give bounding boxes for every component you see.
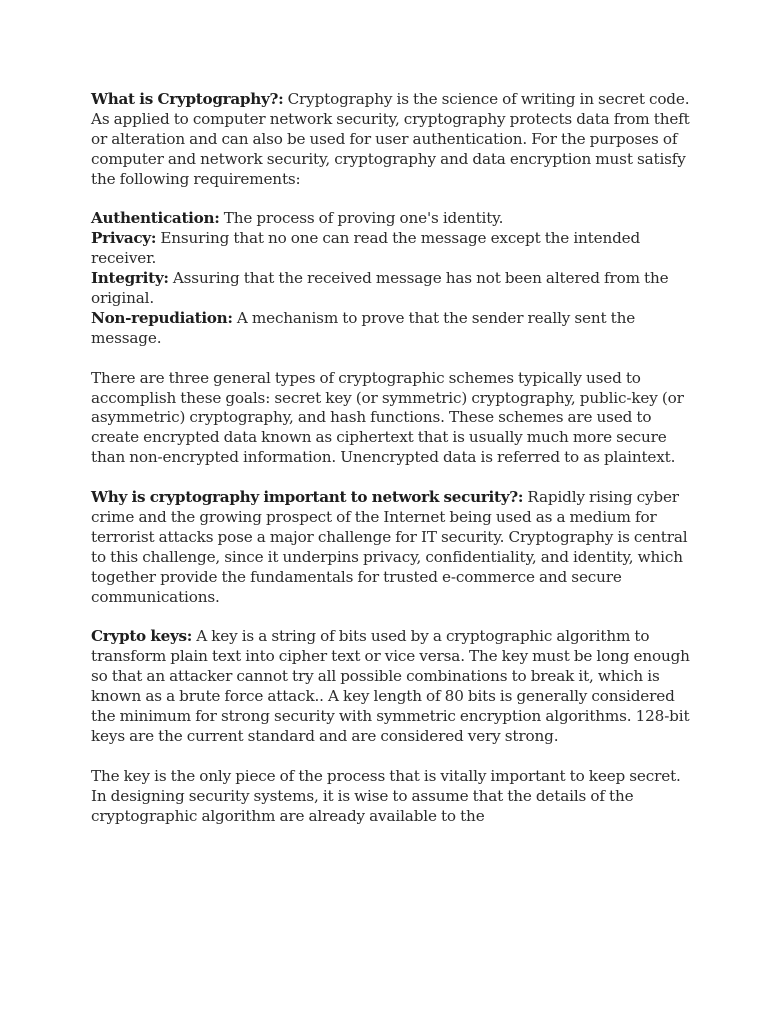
intro-paragraph (91, 90, 691, 190)
requirement-text: A mechanism to prove that the sender really sent the message. (91, 308, 636, 347)
requirement-privacy (91, 229, 691, 269)
importance-paragraph (91, 488, 691, 607)
keys-text: A key is a string of bits used by a cryptographic algorithm to transform plain text into cipher text or vice versa. The key must be long enough so that an attacker cannot try all possible combinations to break it, which is known as a brute force attack.. A key length of 80 bits is generally considered the minimum for strong security with symmetric encryption algorithms. 128-bit keys are the current standard and are considered very strong. (91, 627, 690, 745)
requirements-list (91, 209, 691, 348)
requirement-authentication (91, 209, 691, 229)
intro-text: Cryptography is the science of writing in secret code. As applied to computer network security, cryptography protects data from theft or alteration and can also be used for user authentication. For the purposes of computer and network security, cryptography and data encryption must satisfy the following requirements: (91, 90, 690, 188)
requirement-term: Integrity: (91, 269, 169, 288)
requirement-non-repudiation (91, 309, 691, 349)
requirement-integrity (91, 269, 691, 309)
requirement-text: Ensuring that no one can read the message except the intended receiver. (91, 229, 641, 268)
intro-term: What is Cryptography?: (91, 90, 284, 108)
schemes-paragraph: There are three general types of cryptographic schemes typically used to accomplish these goals: secret key (or symmetric) cryptography, public-key (or asymmetric) cryptography, and hash functions. These schemes are used to create encrypted data known as ciphertext that is usually much more secure than non-encrypted information. Unencrypted data is referred to as plaintext. (91, 368, 684, 467)
document-page (91, 90, 691, 846)
importance-text: Rapidly rising cyber crime and the growing prospect of the Internet being used as a medium for terrorist attacks pose a major challenge for IT security. Cryptography is central to this challenge, since it underpins privacy, confidentiality, and identity, which together provide the fundamentals for trusted e-commerce and secure communications. (91, 488, 688, 606)
requirement-text: Assuring that the received message has not been altered from the original. (91, 269, 669, 308)
keys-term: Crypto keys: (91, 627, 193, 646)
requirement-text: The process of proving one's identity. (219, 209, 504, 228)
keys-paragraph (91, 627, 691, 746)
importance-term: Why is cryptography important to network security?: (91, 488, 524, 507)
requirement-term: Authentication: (91, 209, 220, 228)
secret-paragraph: The key is the only piece of the process that is vitally important to keep secret. In designing security systems, it is wise to assume that the details of the cryptographic algorithm are already available to the (91, 766, 681, 825)
requirement-term: Privacy: (91, 229, 157, 248)
requirement-term: Non-repudiation: (91, 308, 233, 327)
